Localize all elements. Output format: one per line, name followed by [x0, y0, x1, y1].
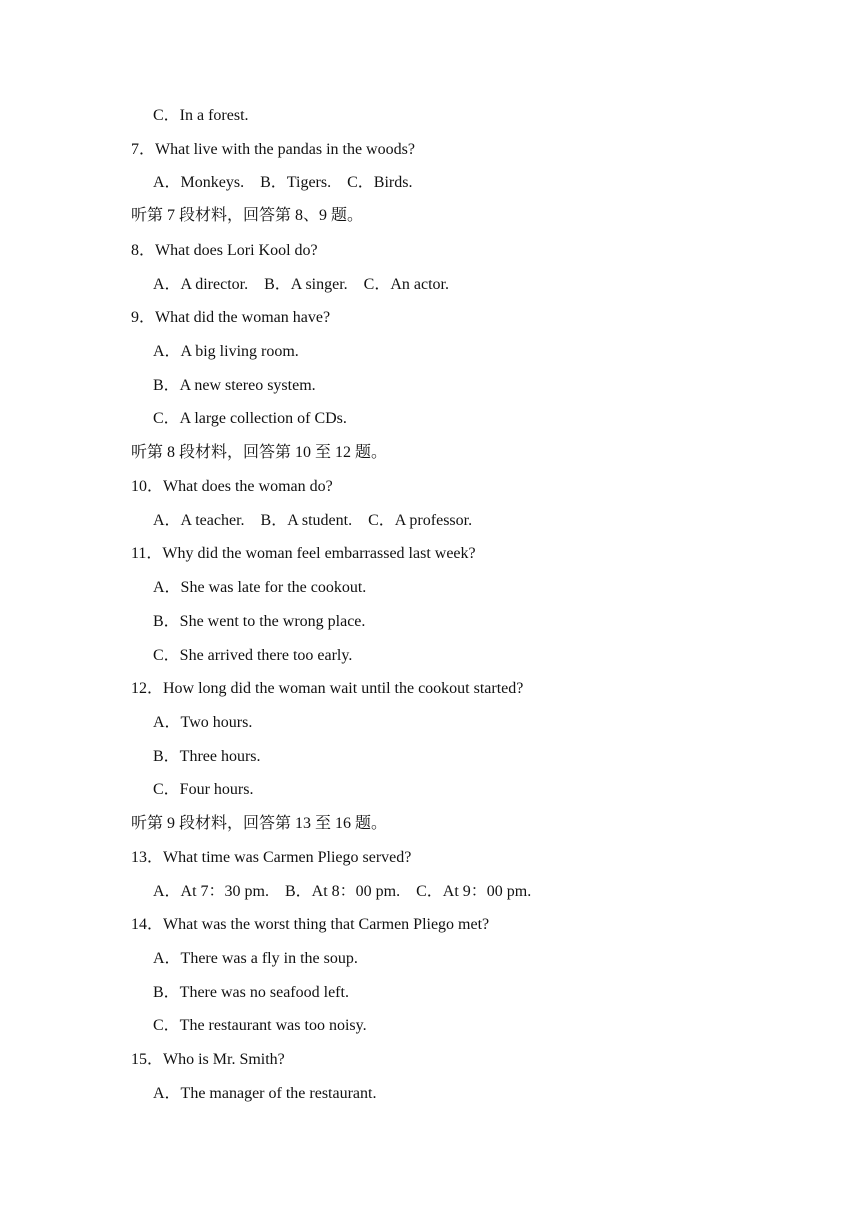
question-line: 14．What was the worst thing that Carmen Pliego met? — [131, 916, 490, 933]
question-line: 13．What time was Carmen Pliego served? — [131, 849, 412, 866]
option-line: A．A big living room. — [153, 343, 299, 360]
option-line: C．She arrived there too early. — [153, 647, 353, 664]
option-line: A．A teacher. B．A student. C．A professor. — [153, 512, 473, 529]
option-line: A．Monkeys. B．Tigers. C．Birds. — [153, 174, 413, 191]
option-line: C．In a forest. — [153, 107, 249, 124]
option-line: B．She went to the wrong place. — [153, 613, 366, 630]
question-line: 10．What does the woman do? — [131, 478, 333, 495]
question-line: 11．Why did the woman feel embarrassed last week? — [131, 545, 476, 562]
option-line: B．A new stereo system. — [153, 377, 316, 394]
option-line: A．She was late for the cookout. — [153, 579, 367, 596]
option-line: C．Four hours. — [153, 781, 254, 798]
option-line: C．A large collection of CDs. — [153, 410, 347, 427]
option-line: B．Three hours. — [153, 748, 261, 765]
question-line: 8．What does Lori Kool do? — [131, 242, 318, 259]
section-instruction: 听第 8 段材料，回答第 10 至 12 题。 — [131, 444, 388, 461]
question-line: 7．What live with the pandas in the woods? — [131, 141, 415, 158]
option-line: A．There was a fly in the soup. — [153, 950, 358, 967]
option-line: A．A director. B．A singer. C．An actor. — [153, 276, 449, 293]
question-line: 15．Who is Mr. Smith? — [131, 1051, 285, 1068]
option-line: A．Two hours. — [153, 714, 253, 731]
option-line: A．At 7：30 pm. B．At 8：00 pm. C．At 9：00 pm. — [153, 883, 532, 900]
question-line: 12．How long did the woman wait until the cookout started? — [131, 680, 524, 697]
option-line: C．The restaurant was too noisy. — [153, 1017, 367, 1034]
option-line: A．The manager of the restaurant. — [153, 1085, 377, 1102]
section-instruction: 听第 7 段材料，回答第 8、9 题。 — [131, 207, 364, 224]
section-instruction: 听第 9 段材料，回答第 13 至 16 题。 — [131, 815, 388, 832]
question-line: 9．What did the woman have? — [131, 309, 331, 326]
option-line: B．There was no seafood left. — [153, 984, 349, 1001]
